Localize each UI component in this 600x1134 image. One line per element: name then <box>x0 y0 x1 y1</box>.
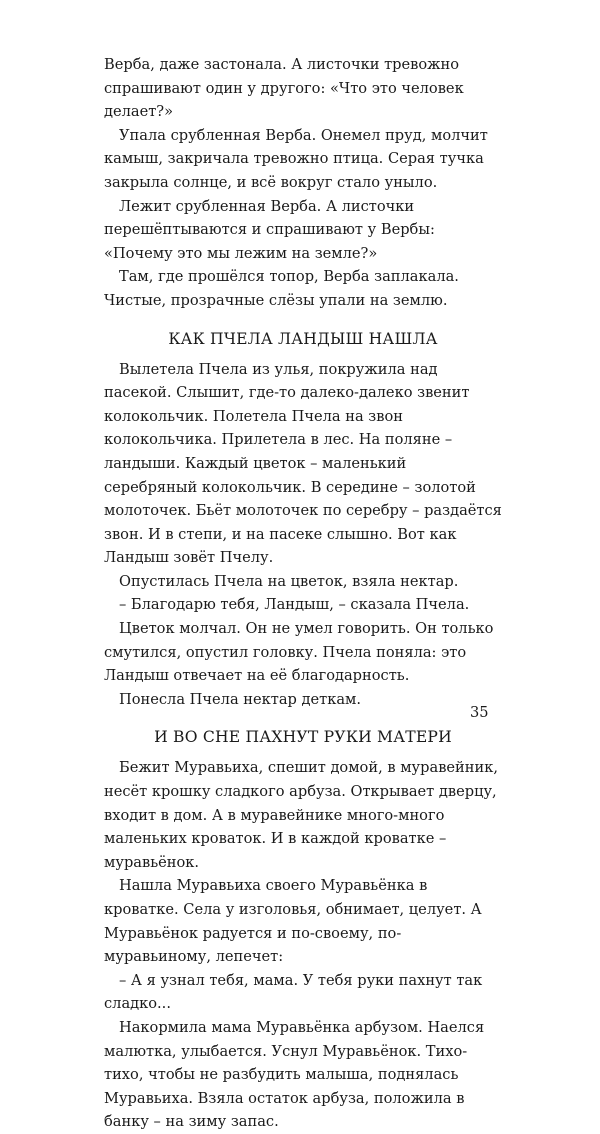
paragraph: Понесла Пчела нектар деткам. <box>119 690 362 708</box>
story-title: И ВО СНЕ ПАХНУТ РУКИ МАТЕРИ <box>154 728 452 747</box>
paragraph: Бежит Муравьиха, спешит домой, в муравейник, несёт крошку сладкого арбуза. Открывает дверцу, входит в дом. А в муравейнике много-много маленьких кроваток. И в каждой кроватке – муравьёнок. <box>104 759 498 871</box>
paragraph: Нашла Муравьиха своего Муравьёнка в кроватке. Села у изголовья, обнимает, целует. А Муравьёнок радуется и по-своему, по-муравьиному, лепечет: <box>104 877 482 966</box>
paragraph: Верба, даже застонала. А листочки тревожно спрашивают один у другого: «Что это человек делает?» <box>104 56 464 121</box>
dialogue-line: – Благодарю тебя, Ландыш, – сказала Пчела. <box>119 596 470 614</box>
page-number: 35 <box>470 704 489 721</box>
dialogue-line: – А я узнал тебя, мама. У тебя руки пахнут так сладко... <box>104 971 483 1013</box>
paragraph: Там, где прошёлся топор, Верба заплакала. Чистые, прозрачные слёзы упали на землю. <box>104 268 459 309</box>
story-title: КАК ПЧЕЛА ЛАНДЫШ НАШЛА <box>168 329 438 348</box>
paragraph: Вылетела Пчела из улья, покружила над пасекой. Слышит, где-то далеко-далеко звенит колокольчик. Полетела Пчела на звон колокольчика. Прилетела в лес. На поляне – ландыши. Каждый цветок – маленький серебряный колокольчик. В середине – золотой молоточек. Бьёт молоточек по серебру – раздаётся звон. И в степи, и на пасеке слышно. Вот как Ландыш зовёт Пчелу. <box>104 360 502 567</box>
paragraph: Лежит срубленная Верба. А листочки перешёптываются и спрашивают у Вербы: «Почему это мы лежим на земле?» <box>104 197 435 262</box>
paragraph: Упала срубленная Верба. Онемел пруд, молчит камыш, закричала тревожно птица. Серая тучка закрыла солнце, и всё вокруг стало уныло. <box>104 126 488 191</box>
page-text <box>104 53 502 1134</box>
paragraph: Цветок молчал. Он не умел говорить. Он только смутился, опустил головку. Пчела поняла: это Ландыш отвечает на её благодарность. <box>104 620 494 685</box>
paragraph: Накормила мама Муравьёнка арбузом. Наелся малютка, улыбается. Уснул Муравьёнок. Тихо-тихо, чтобы не разбудить малыша, поднялась Муравьиха. Взяла остаток арбуза, положила в банку – на зиму запас. <box>104 1018 485 1131</box>
paragraph: Опустилась Пчела на цветок, взяла нектар. <box>119 572 459 590</box>
